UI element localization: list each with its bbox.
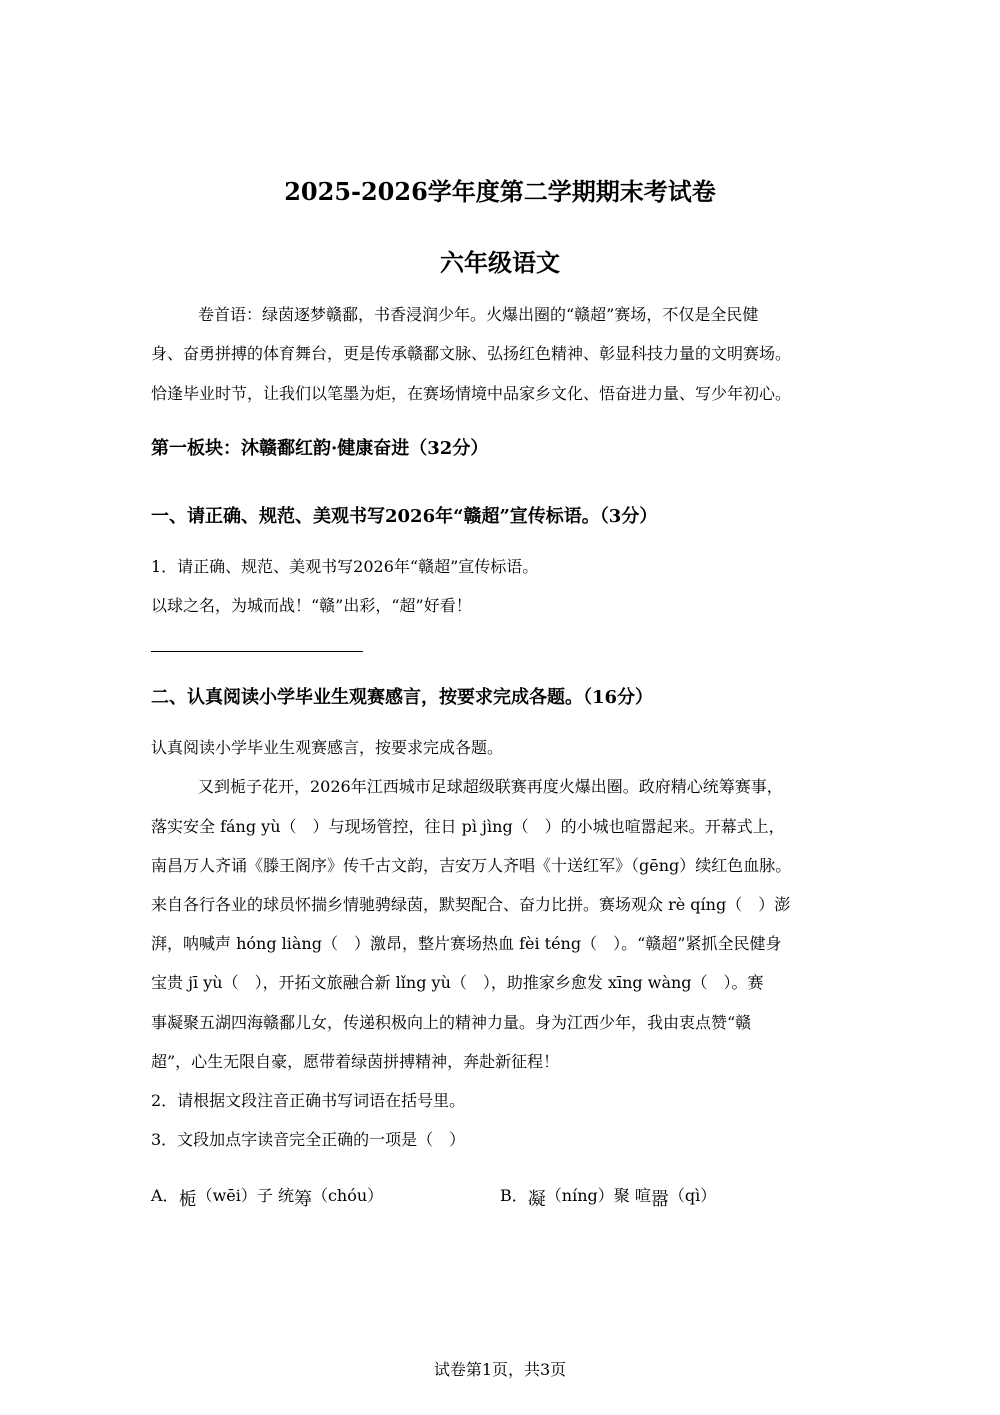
preface-line: 卷首语：绿茵逐梦赣鄱，书香浸润少年。火爆出圈的“赣超”赛场，不仅是全民健 bbox=[198, 305, 759, 324]
slogan-text: 以球之名，为城而战！“赣”出彩，“超”好看！ bbox=[151, 596, 472, 615]
option-b[interactable] bbox=[500, 1181, 717, 1210]
section2-intro: 认真阅读小学毕业生观赛感言，按要求完成各题。 bbox=[151, 738, 504, 757]
preface-line: 身、奋勇拼搏的体育舞台，更是传承赣鄱文脉、弘扬红色精神、彰显科技力量的文明赛场。 bbox=[151, 344, 792, 363]
dotted-char: 筹 bbox=[293, 1189, 312, 1210]
pinyin: （chóu） bbox=[311, 1186, 384, 1205]
passage-line: 落实安全 fáng yù（ ）与现场管控，往日 pì jìng（ ）的小城也喧嚣起来。开幕式上， bbox=[151, 817, 785, 836]
pinyin: （qì） bbox=[668, 1186, 717, 1205]
preface-line: 恰逢毕业时节，让我们以笔墨为炬，在赛场情境中品家乡文化、悟奋进力量、写少年初心。 bbox=[151, 384, 792, 403]
option-label: A． bbox=[151, 1186, 179, 1205]
pinyin: （níng）聚 bbox=[545, 1186, 630, 1205]
exam-title: 2025-2026学年度第二学期期末考试卷 bbox=[284, 177, 716, 206]
question-1: 1．请正确、规范、美观书写2026年“赣超”宣传标语。 bbox=[151, 557, 539, 576]
option-a[interactable] bbox=[151, 1181, 384, 1210]
block-heading: 第一板块：沐赣鄱红韵·健康奋进（32分） bbox=[151, 438, 489, 459]
option-label: B． bbox=[500, 1186, 528, 1205]
passage-line: 超”，心生无限自豪，愿带着绿茵拼搏精神，奔赴新征程！ bbox=[151, 1052, 560, 1071]
passage-line: 又到栀子花开，2026年江西城市足球超级联赛再度火爆出圈。政府精心统筹赛事， bbox=[198, 777, 783, 796]
page-footer: 试卷第1页，共3页 bbox=[433, 1360, 567, 1379]
section2-heading: 二、认真阅读小学毕业生观赛感言，按要求完成各题。（16分） bbox=[151, 687, 654, 708]
passage-line: 宝贵 jī yù（ ），开拓文旅融合新 lǐng yù（ ），助推家乡愈发 xīng wàng（ ）。赛 bbox=[151, 973, 764, 992]
passage-line: 湃，呐喊声 hóng liàng（ ）激昂，整片赛场热血 fèi téng（ ）。“赣超”紧抓全民健身 bbox=[151, 934, 782, 953]
exam-subtitle: 六年级语文 bbox=[440, 248, 560, 277]
pinyin: （wēi）子 bbox=[196, 1186, 273, 1205]
dotted-char: 栀 bbox=[178, 1189, 197, 1210]
passage-line: 南昌万人齐诵《滕王阁序》传千古文韵，吉安万人齐唱《十送红军》（gēng）续红色血脉。 bbox=[151, 856, 792, 875]
question-2: 2．请根据文段注音正确书写词语在括号里。 bbox=[151, 1091, 466, 1110]
passage-line: 事凝聚五湖四海赣鄱儿女，传递积极向上的精神力量。身为江西少年，我由衷点赞“赣 bbox=[151, 1013, 752, 1032]
section1-heading: 一、请正确、规范、美观书写2026年“赣超”宣传标语。（3分） bbox=[151, 506, 658, 527]
word-char: 统 bbox=[277, 1186, 294, 1205]
question-3: 3．文段加点字读音完全正确的一项是（ ） bbox=[151, 1130, 466, 1149]
word-char: 喧 bbox=[634, 1186, 651, 1205]
dotted-char: 嚣 bbox=[650, 1189, 669, 1210]
passage-line: 来自各行各业的球员怀揣乡情驰骋绿茵，默契配合、奋力比拼。赛场观众 rè qíng（ ）澎 bbox=[151, 895, 791, 914]
dotted-char: 凝 bbox=[527, 1189, 546, 1210]
answer-blank-line[interactable] bbox=[151, 651, 363, 652]
